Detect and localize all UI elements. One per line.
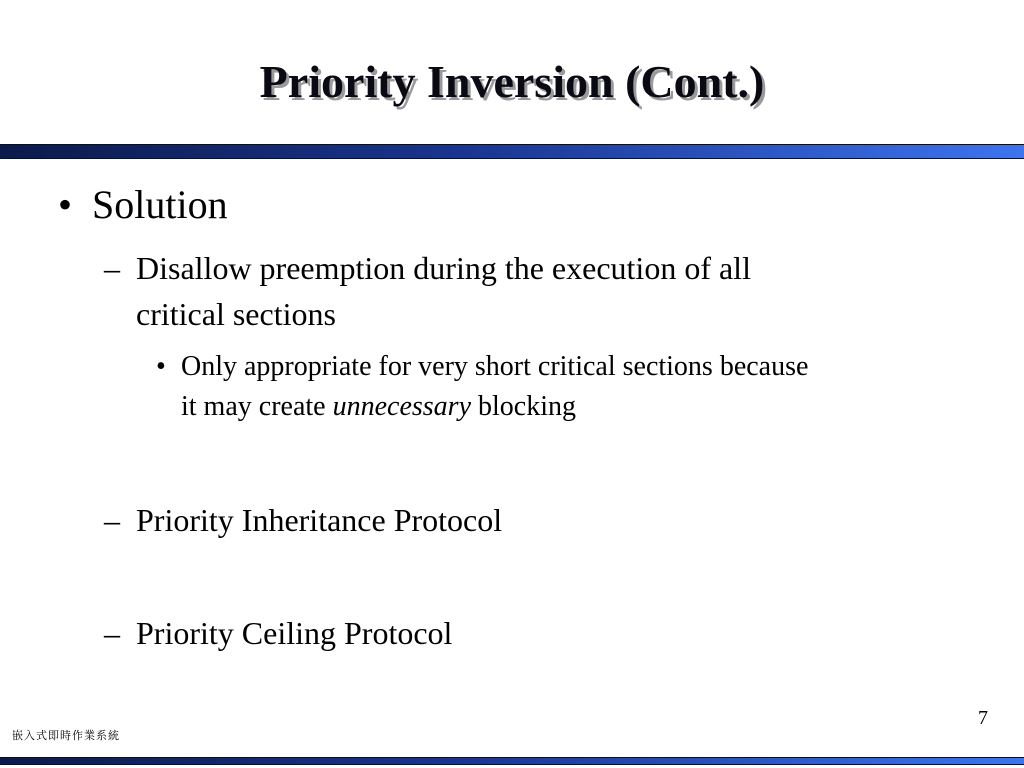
- subbullet-disallow-line-2: critical sections: [136, 296, 336, 332]
- subbullet-priority-ceiling: [104, 610, 924, 656]
- bullet-solution-text: Solution: [92, 182, 228, 227]
- subbullet-disallow-preemption: [104, 245, 924, 337]
- subsubbullet-short-sections-text: [181, 347, 956, 427]
- bullet-solution: [58, 180, 228, 230]
- slide-title: Priority Inversion (Cont.): [259, 56, 765, 107]
- page-number: 7: [978, 707, 988, 729]
- subsubbullet-short-sections: [156, 347, 956, 427]
- footer-course-name: 嵌入式即時作業系統: [12, 729, 120, 742]
- subsubbullet-line-1: Only appropriate for very short critical sections because: [181, 351, 809, 382]
- subbullet-disallow-text: [136, 245, 924, 337]
- footer-divider-bar: [0, 757, 1024, 765]
- dash-marker: –: [104, 250, 120, 286]
- dash-marker: –: [104, 502, 120, 538]
- dash-marker: –: [104, 615, 120, 651]
- subbullet-ceiling-text: Priority Ceiling Protocol: [136, 615, 453, 651]
- line-2-prefix: it may create: [181, 391, 326, 422]
- subsubbullet-line-2: [181, 387, 956, 427]
- emphasis-unnecessary: unnecessary: [332, 391, 471, 422]
- bullet-marker: •: [156, 351, 166, 382]
- subbullet-inheritance-text: Priority Inheritance Protocol: [136, 502, 503, 538]
- subbullet-disallow-line-1: Disallow preemption during the execution of all: [136, 250, 751, 286]
- title-divider-bar: [0, 144, 1024, 159]
- subbullet-priority-inheritance: [104, 497, 924, 543]
- bullet-marker: •: [58, 182, 73, 227]
- line-2-suffix: blocking: [478, 391, 576, 422]
